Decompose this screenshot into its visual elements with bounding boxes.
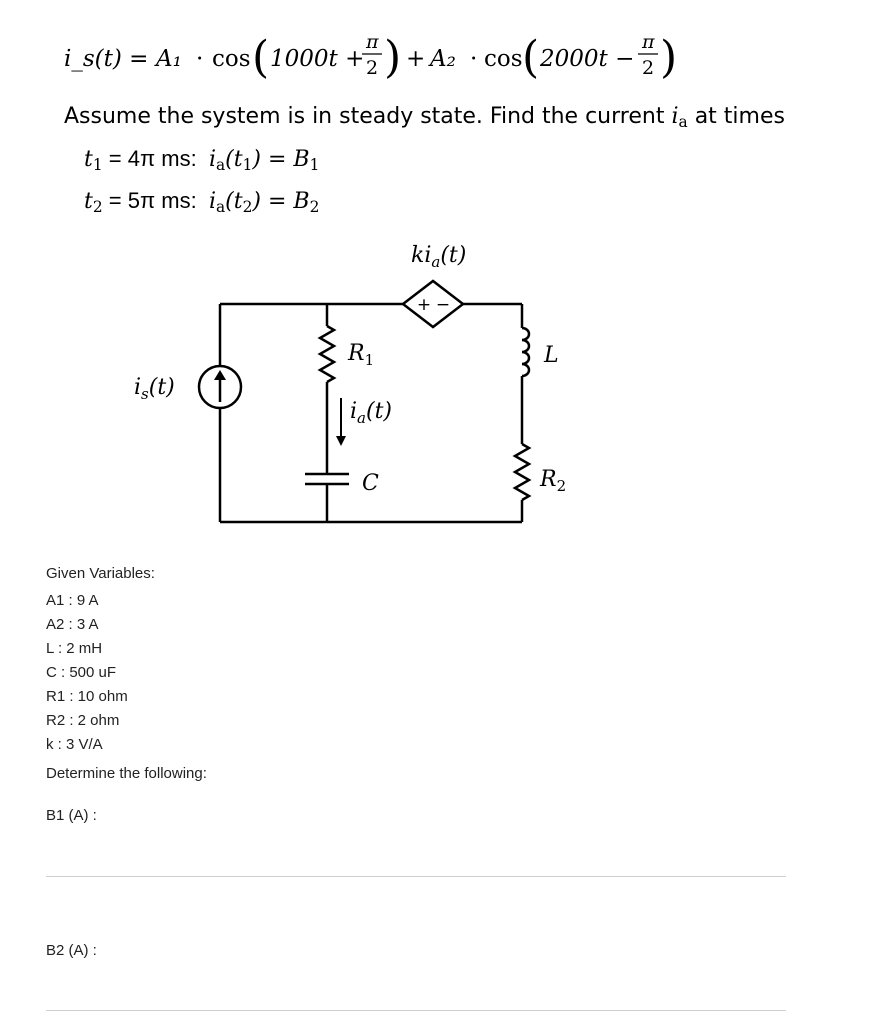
instruction-text [64,104,785,131]
question-b1-label: B1 (A) : [46,807,97,824]
given-var-k: k : 3 V/A [46,736,103,753]
r1-label: $R_1$ [348,341,375,369]
dependent-minus-sign: − [435,295,451,315]
capacitor-label: C [362,471,379,496]
r2-resistor [515,444,529,500]
instruction-main: Assume the system is in steady state. Find the current [64,104,665,129]
equation-plus: + [406,46,426,72]
dependent-source-label: $ki_a(t)$ [411,243,467,271]
equation-lhs: i_s(t) = [64,46,149,72]
equation-term1-coeff: A₁ [156,46,182,72]
ia-label: $i_a(t)$ [350,399,393,427]
dependent-voltage-source [403,281,463,327]
answer-b1-input[interactable] [46,876,786,877]
circuit-diagram [120,232,640,542]
equation-pi-num-1: π [366,31,379,53]
equation-term2-coeff: A₂ [430,46,456,72]
source-current-label: $i_s(t)$ [134,375,175,403]
equation-term2-arg: 2000t − [540,46,635,72]
answer-b2-input[interactable] [46,1010,786,1011]
equation-pi-num-2: π [642,31,655,53]
given-var-a1: A1 : 9 A [46,592,99,609]
time-row-2: $t_2 = 5\pi$ ms: $i_a(t_2) = B_2$ [84,188,320,216]
equation-term1-func: cos [212,46,251,72]
inductor-label: L [544,343,559,368]
given-heading: Given Variables: [46,565,155,582]
given-var-c: C : 500 uF [46,664,117,681]
instruction-var: $i_a$ [671,104,688,131]
instruction-tail: at times [694,104,785,129]
r2-label: $R_2$ [540,467,567,495]
inductor [522,328,529,376]
given-var-a2: A2 : 3 A [46,616,99,633]
equation-term2-func: cos [484,46,523,72]
given-var-r2: R2 : 2 ohm [46,712,120,729]
time-row-1: $t_1 = 4\pi$ ms: $i_a(t_1) = B_1$ [84,146,320,174]
question-b2-label: B2 (A) : [46,942,97,959]
r1-resistor [320,326,334,382]
equation-dot-2: · [470,46,478,72]
source-equation [64,24,844,94]
ia-arrowhead [336,436,346,446]
equation-paren-open-2: ( [522,32,540,83]
equation-paren-open-1: ( [252,32,270,83]
equation-dot-1: · [196,46,204,72]
given-var-r1: R1 : 10 ohm [46,688,128,705]
equation-pi-den-2: 2 [642,57,655,79]
dependent-plus-sign: + [416,295,432,315]
equation-pi-den-1: 2 [366,57,379,79]
equation-paren-close-1: ) [384,32,402,83]
equation-term1-arg: 1000t + [270,46,365,72]
equation-paren-close-2: ) [660,32,678,83]
determine-heading: Determine the following: [46,765,207,782]
given-var-l: L : 2 mH [46,640,103,657]
